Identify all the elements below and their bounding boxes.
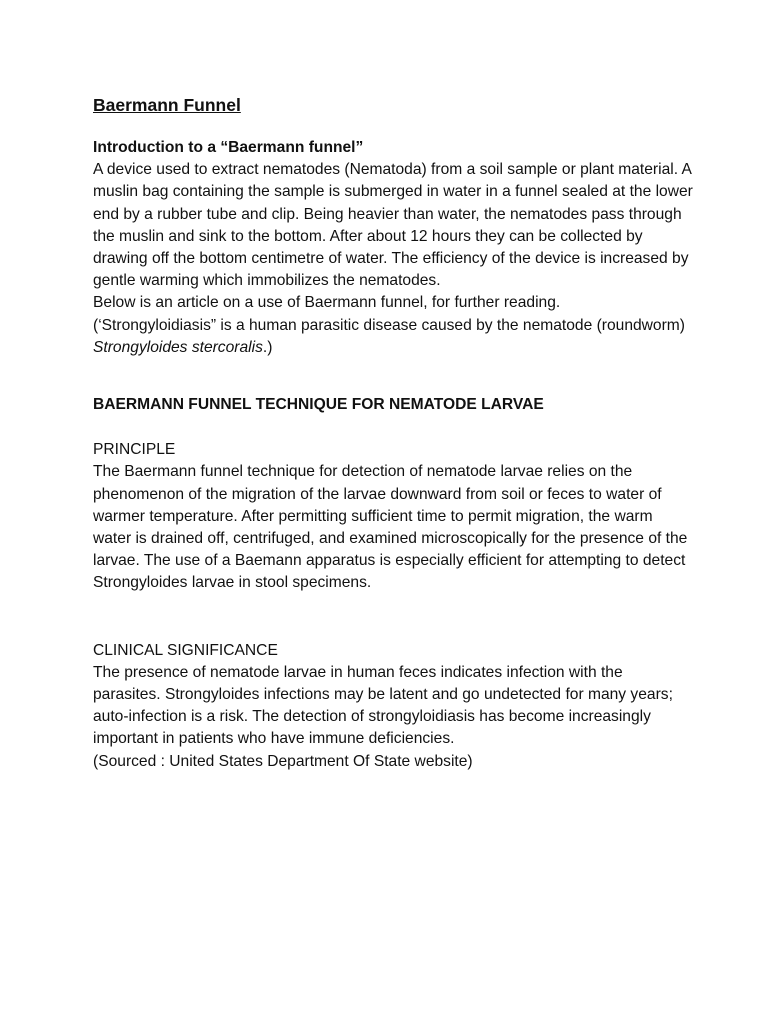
technique-heading: BAERMANN FUNNEL TECHNIQUE FOR NEMATODE LARVAE bbox=[93, 396, 544, 414]
document-body bbox=[93, 92, 693, 773]
intro-heading: Introduction to a “Baermann funnel” bbox=[93, 139, 364, 156]
principle-paragraph: The Baermann funnel technique for detection of nematode larvae relies on the phenomenon of the migration of the larvae downward from soil or feces to water of warmer temperature. After permitting sufficient time to permit migration, the warm water is drained off, centrifuged, and examined microscopically for the presence of the larvae. The use of a Baemann apparatus is especially efficient for attempting to detect Strongyloides larvae in stool specimens. bbox=[93, 463, 688, 592]
clinical-significance-label: CLINICAL SIGNIFICANCE bbox=[93, 641, 278, 659]
strongyloidiasis-note bbox=[93, 315, 693, 359]
note-suffix: .) bbox=[262, 338, 273, 356]
clinical-significance-paragraph: The presence of nematode larvae in human feces indicates infection with the parasites. Strongyloides infections may be latent and go undetected for many years; auto-infection is a risk. The detection of strongyloidiasis has become increasingly important in patients who have immune deficiencies. bbox=[93, 663, 673, 748]
source-citation: (Sourced : United States Department Of State website) bbox=[93, 752, 473, 770]
principle-label: PRINCIPLE bbox=[93, 441, 176, 459]
further-reading-line: Below is an article on a use of Baermann funnel, for further reading. bbox=[93, 294, 561, 312]
note-prefix: (‘Strongyloidiasis” is a human parasitic disease caused by the nematode (roundworm) bbox=[93, 316, 685, 334]
species-name: Strongyloides stercoralis bbox=[93, 338, 263, 356]
document-title: Baermann Funnel bbox=[93, 95, 241, 115]
intro-paragraph: A device used to extract nematodes (Nematoda) from a soil sample or plant material. A muslin bag containing the sample is submerged in water in a funnel sealed at the lower end by a rubber tube and clip. Being heavier than water, the nematodes pass through the muslin and sink to the bottom. After about 12 hours they can be collected by drawing off the bottom centimetre of water. The efficiency of the device is increased by gentle warming which immobilizes the nematodes. bbox=[93, 161, 693, 290]
